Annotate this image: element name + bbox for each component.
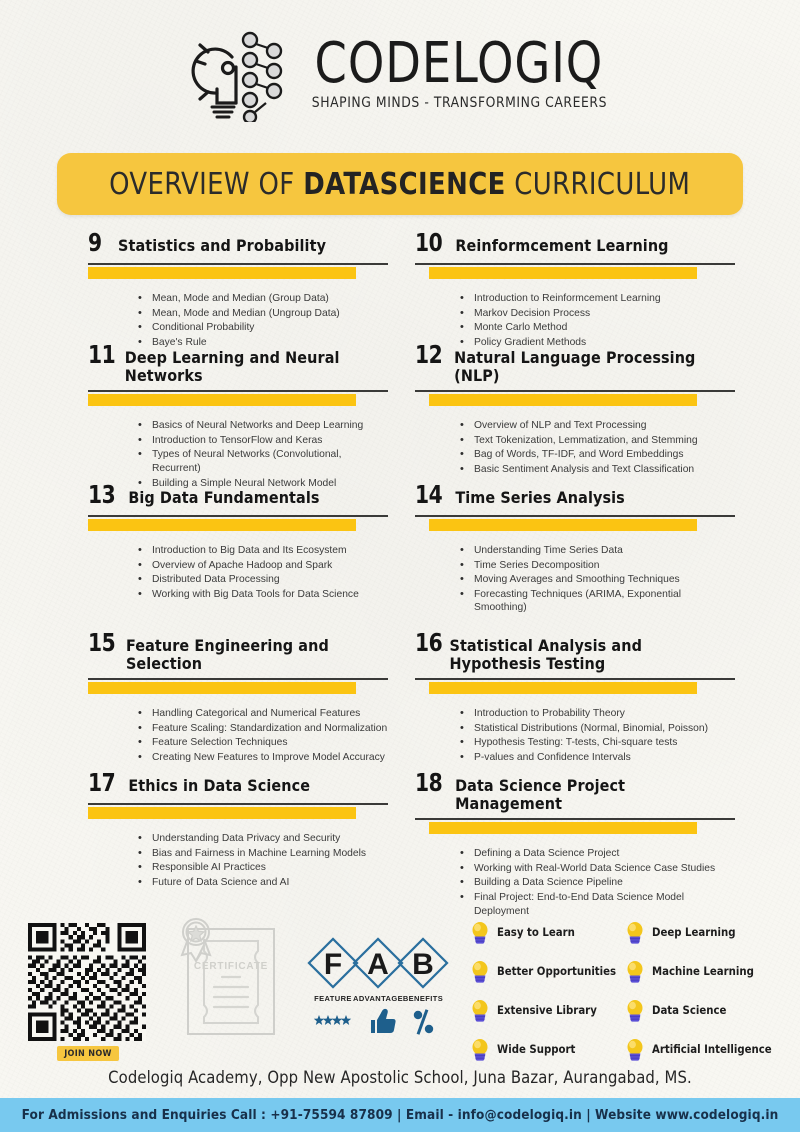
contact-details[interactable]: For Admissions and Enquiries Call : +91-75594 87809 | Email - info@codelogiq.in | Website www.codelogiq.in — [21, 1107, 779, 1123]
section-number: 10 — [415, 228, 443, 257]
lightbulb-icon — [470, 999, 490, 1023]
curriculum-section — [88, 340, 388, 491]
topic-item: • Text Tokenization, Lemmatization, and Stemming — [460, 434, 735, 448]
topic-item: • Overview of NLP and Text Processing — [460, 419, 735, 433]
feature-item — [625, 913, 780, 952]
lightbulb-icon — [625, 960, 645, 984]
topic-item: • Moving Averages and Smoothing Techniques — [460, 573, 735, 587]
section-title: Reinformcement Learning — [455, 236, 669, 255]
section-number: 11 — [88, 340, 116, 369]
lightbulb-icon — [625, 1038, 645, 1062]
section-number: 13 — [88, 480, 116, 509]
section-title: Deep Learning and Neural Networks — [124, 348, 340, 385]
brand-name: CODELOGIQ — [314, 31, 604, 97]
section-header — [88, 768, 388, 797]
section-divider — [415, 678, 735, 680]
section-header — [415, 768, 735, 812]
feature-item — [470, 913, 625, 952]
percent-icon — [414, 1009, 433, 1034]
section-number: 15 — [88, 628, 116, 657]
feature-label: Data Science — [652, 1004, 727, 1017]
curriculum-section — [415, 480, 735, 616]
academy-address: Codelogiq Academy, Opp New Apostolic School, Juna Bazar, Aurangabad, MS. — [108, 1068, 692, 1087]
section-accent-bar — [429, 822, 697, 834]
topic-item: • Mean, Mode and Median (Group Data) — [138, 292, 388, 306]
topic-item: • Building a Simple Neural Network Model — [138, 477, 388, 491]
feature-column-1 — [470, 913, 625, 1069]
stars-icon — [314, 1015, 351, 1025]
contact-bar — [0, 1098, 800, 1132]
topic-item: • Final Project: End-to-End Data Science Model Deployment — [460, 891, 735, 918]
brand-header — [0, 18, 800, 130]
topic-item: • Introduction to TensorFlow and Keras — [138, 434, 388, 448]
fab-diagram — [305, 935, 455, 1040]
curriculum-section — [415, 228, 735, 350]
fab-label-feature: FEATURE — [314, 994, 352, 1003]
topic-item: • Types of Neural Networks (Convolutional, Recurrent) — [138, 448, 388, 475]
section-accent-bar — [429, 519, 697, 531]
section-divider — [88, 803, 388, 805]
feature-item — [625, 991, 780, 1030]
section-header — [415, 628, 735, 672]
section-divider — [415, 263, 735, 265]
fab-illustration — [305, 935, 455, 1040]
fab-label-benefits: BENEFITS — [402, 994, 444, 1003]
section-divider — [415, 390, 735, 392]
topic-item: • Monte Carlo Method — [460, 321, 735, 335]
curriculum-section — [88, 628, 388, 766]
section-accent-bar — [88, 682, 356, 694]
qr-code-icon[interactable] — [28, 923, 146, 1041]
lightbulb-icon — [470, 960, 490, 984]
fab-letter-a: A — [367, 948, 389, 981]
title-prefix: OVERVIEW OF — [109, 166, 304, 202]
topic-item: • Time Series Decomposition — [460, 559, 735, 573]
section-header — [88, 628, 388, 672]
section-divider — [415, 515, 735, 517]
section-topic-list — [138, 832, 388, 889]
feature-item — [470, 991, 625, 1030]
curriculum-section — [415, 628, 735, 766]
topic-item: • Basic Sentiment Analysis and Text Classification — [460, 463, 735, 477]
section-accent-bar — [429, 682, 697, 694]
curriculum-section — [88, 228, 388, 350]
topic-item: • Distributed Data Processing — [138, 573, 388, 587]
curriculum-section — [88, 480, 388, 602]
section-accent-bar — [88, 807, 356, 819]
section-title: Statistics and Probability — [118, 236, 327, 255]
lightbulb-icon — [470, 921, 490, 945]
title-banner — [57, 153, 743, 215]
section-divider — [88, 678, 388, 680]
section-topic-list — [460, 707, 735, 764]
section-accent-bar — [88, 394, 356, 406]
topic-item: • Building a Data Science Pipeline — [460, 876, 735, 890]
section-divider — [88, 263, 388, 265]
feature-label: Extensive Library — [497, 1004, 597, 1017]
feature-label: Machine Learning — [652, 965, 754, 978]
topic-item: • Policy Gradient Methods — [460, 336, 735, 350]
certificate-label: CERTIFICATE — [193, 961, 269, 972]
section-accent-bar — [429, 394, 697, 406]
topic-item: • Basics of Neural Networks and Deep Learning — [138, 419, 388, 433]
section-topic-list — [460, 544, 735, 615]
lightbulb-icon — [625, 921, 645, 945]
topic-item: • Statistical Distributions (Normal, Binomial, Poisson) — [460, 722, 735, 736]
section-title: Ethics in Data Science — [128, 776, 311, 795]
section-header — [415, 228, 735, 257]
lightbulb-icon — [625, 999, 645, 1023]
qr-block[interactable] — [28, 923, 148, 1061]
section-topic-list — [460, 419, 735, 476]
feature-item — [625, 1030, 780, 1069]
topic-item: • Introduction to Probability Theory — [460, 707, 735, 721]
certificate-illustration — [160, 917, 290, 1042]
section-accent-bar — [88, 519, 356, 531]
title-suffix: CURRICULUM — [506, 166, 691, 202]
topic-item: • Working with Real-World Data Science Case Studies — [460, 862, 735, 876]
feature-label: Easy to Learn — [497, 926, 575, 939]
section-header — [415, 480, 735, 509]
section-title: Big Data Fundamentals — [128, 488, 320, 507]
section-topic-list — [138, 544, 388, 601]
section-header — [415, 340, 735, 384]
feature-label: Artificial Intelligence — [652, 1043, 772, 1056]
section-divider — [415, 818, 735, 820]
join-now-button[interactable]: JOIN NOW — [57, 1046, 119, 1061]
section-accent-bar — [429, 267, 697, 279]
section-title: Feature Engineering and Selection — [125, 636, 329, 673]
curriculum-section — [88, 768, 388, 890]
feature-item — [625, 952, 780, 991]
topic-item: • Responsible AI Practices — [138, 861, 388, 875]
lightbulb-neural-network-icon — [184, 27, 294, 122]
section-header — [88, 228, 388, 257]
topic-item: • Hypothesis Testing: T-tests, Chi-square tests — [460, 736, 735, 750]
feature-label: Better Opportunities — [497, 965, 617, 978]
section-number: 18 — [415, 768, 443, 797]
topic-item: • Bag of Words, TF-IDF, and Word Embeddings — [460, 448, 735, 462]
topic-item: • Markov Decision Process — [460, 307, 735, 321]
section-divider — [88, 390, 388, 392]
section-accent-bar — [88, 267, 356, 279]
topic-item: • Understanding Time Series Data — [460, 544, 735, 558]
feature-column-2 — [625, 913, 780, 1069]
section-title: Statistical Analysis and Hypothesis Testing — [449, 636, 642, 673]
topic-item: • Creating New Features to Improve Model Accuracy — [138, 751, 388, 765]
section-title: Natural Language Processing (NLP) — [454, 348, 696, 385]
topic-item: • Baye's Rule — [138, 336, 388, 350]
section-divider — [88, 515, 388, 517]
section-title: Time Series Analysis — [455, 488, 625, 507]
curriculum-section — [415, 340, 735, 478]
section-topic-list — [138, 707, 388, 764]
topic-item: • Introduction to Big Data and Its Ecosystem — [138, 544, 388, 558]
section-number: 16 — [415, 628, 443, 657]
feature-label: Deep Learning — [652, 926, 736, 939]
topic-item: • Overview of Apache Hadoop and Spark — [138, 559, 388, 573]
topic-item: • Forecasting Techniques (ARIMA, Exponential Smoothing) — [460, 588, 735, 615]
section-number: 17 — [88, 768, 116, 797]
lightbulb-icon — [470, 1038, 490, 1062]
fab-letter-b: B — [412, 948, 434, 981]
fab-label-advantage: ADVANTAGE — [353, 994, 403, 1003]
topic-item: • Conditional Probability — [138, 321, 388, 335]
section-header — [88, 480, 388, 509]
topic-item: • Bias and Fairness in Machine Learning Models — [138, 847, 388, 861]
section-header — [88, 340, 388, 384]
topic-item: • Handling Categorical and Numerical Features — [138, 707, 388, 721]
topic-item: • Feature Selection Techniques — [138, 736, 388, 750]
feature-item — [470, 952, 625, 991]
topic-item: • Future of Data Science and AI — [138, 876, 388, 890]
section-number: 9 — [88, 228, 102, 257]
bottom-band — [0, 905, 800, 1065]
section-number: 14 — [415, 480, 443, 509]
topic-item: • Introduction to Reinformcement Learning — [460, 292, 735, 306]
feature-label: Wide Support — [497, 1043, 576, 1056]
fab-letter-f: F — [323, 948, 343, 981]
thumbs-up-icon — [371, 1009, 396, 1033]
brand-text — [302, 31, 616, 111]
topic-item: • Working with Big Data Tools for Data Science — [138, 588, 388, 602]
logo — [184, 27, 616, 122]
title-highlight: DATASCIENCE — [303, 166, 507, 202]
section-title: Data Science Project Management — [455, 776, 626, 813]
brand-tagline: SHAPING MINDS - TRANSFORMING CAREERS — [311, 94, 607, 111]
feature-item — [470, 1030, 625, 1069]
section-number: 12 — [415, 340, 443, 369]
page-title — [109, 167, 690, 202]
topic-item: • Mean, Mode and Median (Ungroup Data) — [138, 307, 388, 321]
topic-item: • Defining a Data Science Project — [460, 847, 735, 861]
curriculum-section — [415, 768, 735, 919]
topic-item: • Feature Scaling: Standardization and Normalization — [138, 722, 388, 736]
topic-item: • Understanding Data Privacy and Security — [138, 832, 388, 846]
topic-item: • P-values and Confidence Intervals — [460, 751, 735, 765]
certificate-icon — [160, 917, 290, 1042]
